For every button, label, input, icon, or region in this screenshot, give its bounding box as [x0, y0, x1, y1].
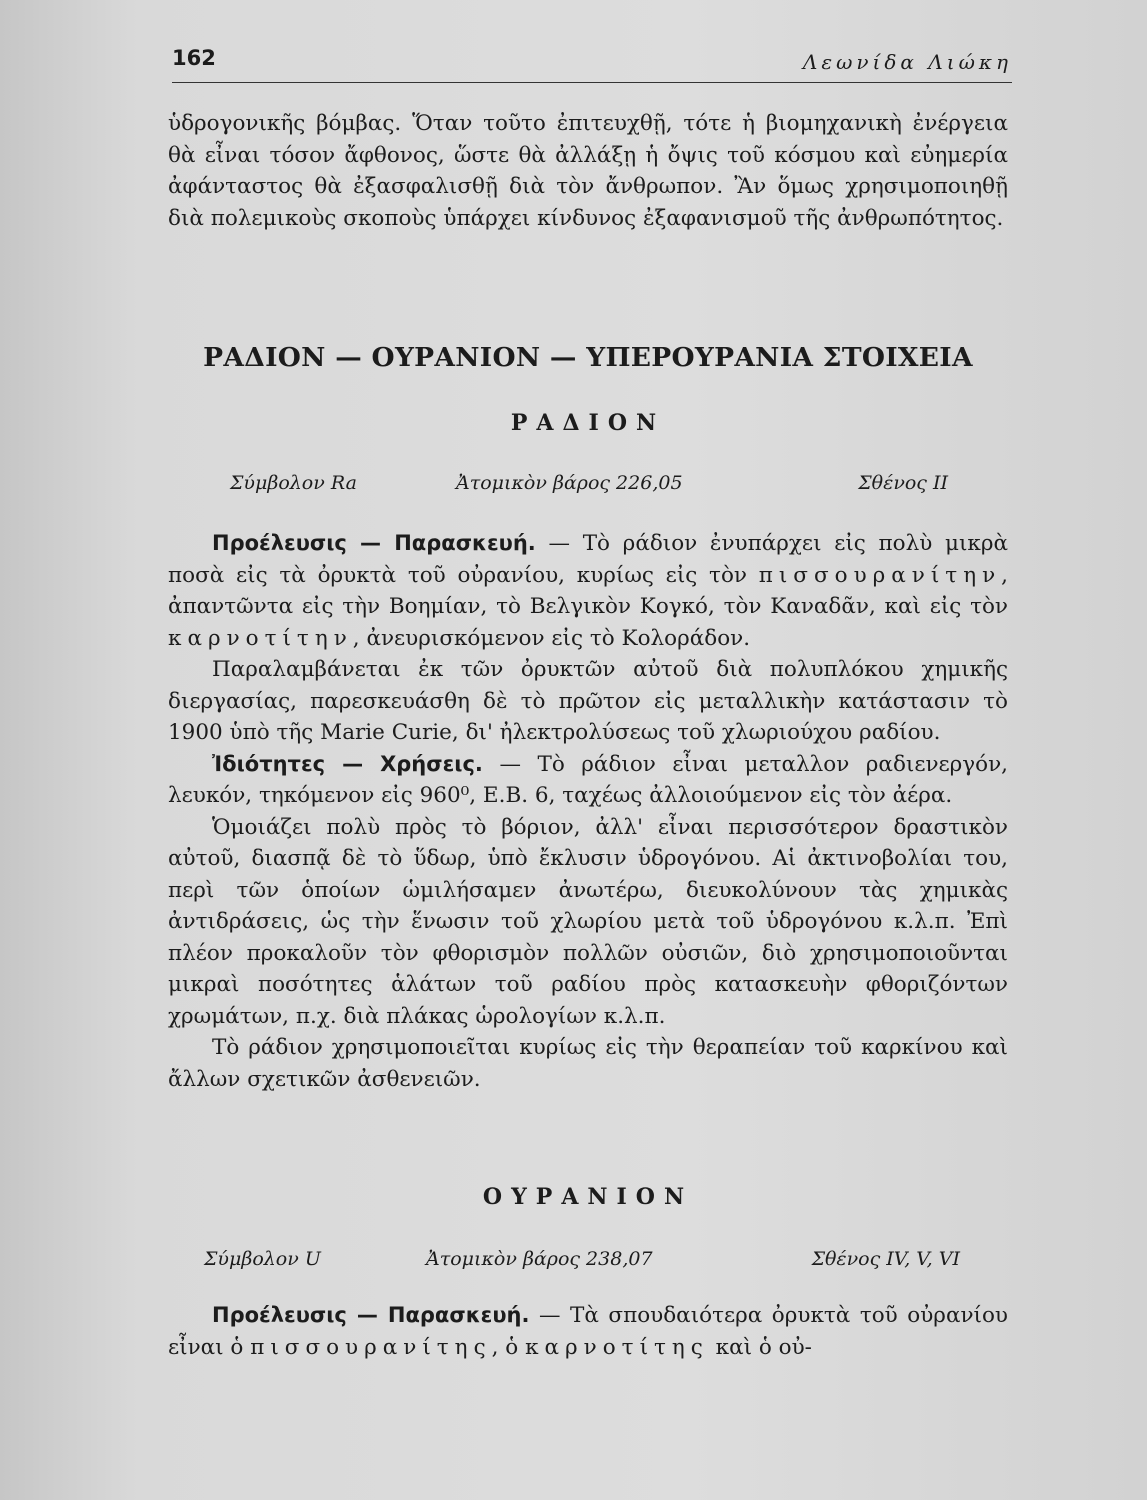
uranium-valence: Σθένος IV, V, VI	[811, 1248, 960, 1270]
radium-symbol: Σύμβολον Ra	[230, 472, 357, 494]
radium-origin-mineral-1: πισσουρανίτην	[758, 562, 1002, 588]
radium-origin-text-b: , ἀπαντῶντα εἰς τὴν Βοημίαν, τὸ Βελγικὸν Κογκό, τὸν Καναδᾶν, καὶ εἰς τὸν	[168, 562, 1008, 619]
page-header	[172, 42, 1012, 83]
radium-origin-text-a: — Τὸ ράδιον ἐνυπάρχει εἰς πολὺ μικρὰ ποσὰ εἰς τὰ ὀρυκτὰ τοῦ οὐρανίου, κυρίως εἰς τὸν	[168, 531, 1008, 588]
radium-origin-lead: Προέλευσις — Παρασκευή.	[212, 531, 536, 555]
uranium-origin-text-c: καὶ ὁ οὐ-	[708, 1334, 812, 1360]
uranium-origin-mineral-1: πισσουρανίτης	[250, 1334, 492, 1360]
main-title: ΡΑΔΙΟΝ — ΟΥΡΑΝΙΟΝ — ΥΠΕΡΟΥΡΑΝΙΑ ΣΤΟΙΧΕΙΑ	[203, 342, 973, 373]
uranium-origin-text-a: — Τὰ σπουδαιότερα ὀρυκτὰ τοῦ οὐρανίου εἶναι ὁ	[168, 1303, 1008, 1360]
page-number: 162	[172, 46, 216, 70]
radium-properties-lead: Ἰδιότητες — Χρήσεις.	[212, 751, 483, 776]
radium-atomic-weight: Ἀτομικὸν βάρος 226,05	[456, 472, 683, 494]
uranium-origin-lead: Προέλευσις — Παρασκευή.	[212, 1303, 530, 1327]
radium-properties-text: — Τὸ ράδιον εἶναι μεταλλον ραδιενεργόν, λευκόν, τηκόμενον εἰς 960⁰, Ε.Β. 6, ταχέως ἀλλοιούμενον εἰς τὸν ἀέρα.	[168, 751, 1009, 808]
uranium-properties	[168, 1248, 1008, 1278]
radium-uses-paragraph: Τὸ ράδιον χρησιμοποιεῖται κυρίως εἰς τὴν θεραπείαν τοῦ καρκίνου καὶ ἄλλων σχετικῶν ἀσθενειῶν.	[168, 1035, 1008, 1092]
radium-preparation-paragraph: Παραλαμβάνεται ἐκ τῶν ὀρυκτῶν αὐτοῦ διὰ πολυπλόκου χημικῆς διεργασίας, παρεσκευάσθη δὲ τὸ πρῶτον εἰς μεταλλικὴν κατάστασιν τὸ 1900 ὑπὸ τῆς Marie Curie, δι' ἠλεκτρολύσεως τοῦ χλωριούχου ραδίου.	[168, 657, 1008, 745]
intro-paragraph-block	[168, 108, 1008, 234]
intro-paragraph: ὑδρογονικῆς βόμβας. Ὅταν τοῦτο ἐπιτευχθῇ, τότε ἡ βιομηχανικὴ ἐνέργεια θὰ εἶναι τόσον ἄφθονος, ὥστε θὰ ἀλλάξῃ ἡ ὄψις τοῦ κόσμου καὶ εὐημερία ἀφάνταστος θὰ ἐξασφαλισθῇ διὰ τὸν ἄνθρωπον. Ἂν ὅμως χρησιμοποιηθῇ διὰ πολεμικοὺς σκοποὺς ὑπάρχει κίνδυνος ἐξαφανισμοῦ τῆς ἀνθρωπότητος.	[168, 111, 1008, 231]
radium-origin-mineral-2: καρνοτίτην	[168, 625, 353, 651]
uranium-origin-paragraph	[168, 1300, 1008, 1363]
uranium-title: ΟΥΡΑΝΙΟΝ	[482, 1184, 694, 1210]
radium-origin-text-c: , ἀνευρισκόμενον εἰς τὸ Κολοράδον.	[352, 625, 751, 651]
radium-title: ΡΑΔΙΟΝ	[510, 410, 666, 436]
uranium-atomic-weight: Ἀτομικὸν βάρος 238,07	[426, 1248, 653, 1270]
uranium-origin-text-b: , ὁ	[491, 1334, 526, 1360]
radium-properties-paragraph	[168, 749, 1008, 812]
radium-reactivity-paragraph: Ὁμοιάζει πολὺ πρὸς τὸ βόριον, ἀλλ' εἶναι περισσότερον δραστικὸν αὐτοῦ, διασπᾷ δὲ τὸ ὕδωρ, ὑπὸ ἔκλυσιν ὑδρογόνου. Αἱ ἀκτινοβολίαι του, περὶ τῶν ὁποίων ὡμιλήσαμεν ἀνωτέρω, διευκολύνουν τὰς χημικὰς ἀντιδράσεις, ὡς τὴν ἕνωσιν τοῦ χλωρίου μετὰ τοῦ ὑδρογόνου κ.λ.π. Ἐπὶ πλέον προκαλοῦν τὸν φθορισμὸν πολλῶν οὐσιῶν, διὸ χρησιμοποιοῦνται μικραὶ ποσότητες ἁλάτων τοῦ ραδίου πρὸς κατασκευὴν φθοριζόντων χρωμάτων, π.χ. διὰ πλάκας ὡρολογίων κ.λ.π.	[168, 814, 1008, 1029]
radium-origin-paragraph	[168, 528, 1008, 654]
radium-valence: Σθένος II	[858, 472, 948, 494]
running-head: Λεωνίδα Λιώκη	[802, 50, 1012, 74]
radium-section	[168, 528, 1008, 1095]
radium-properties	[168, 472, 1008, 502]
uranium-section	[168, 1300, 1008, 1363]
uranium-origin-mineral-2: καρνοτίτης	[525, 1334, 709, 1360]
uranium-symbol: Σύμβολον U	[204, 1248, 321, 1270]
